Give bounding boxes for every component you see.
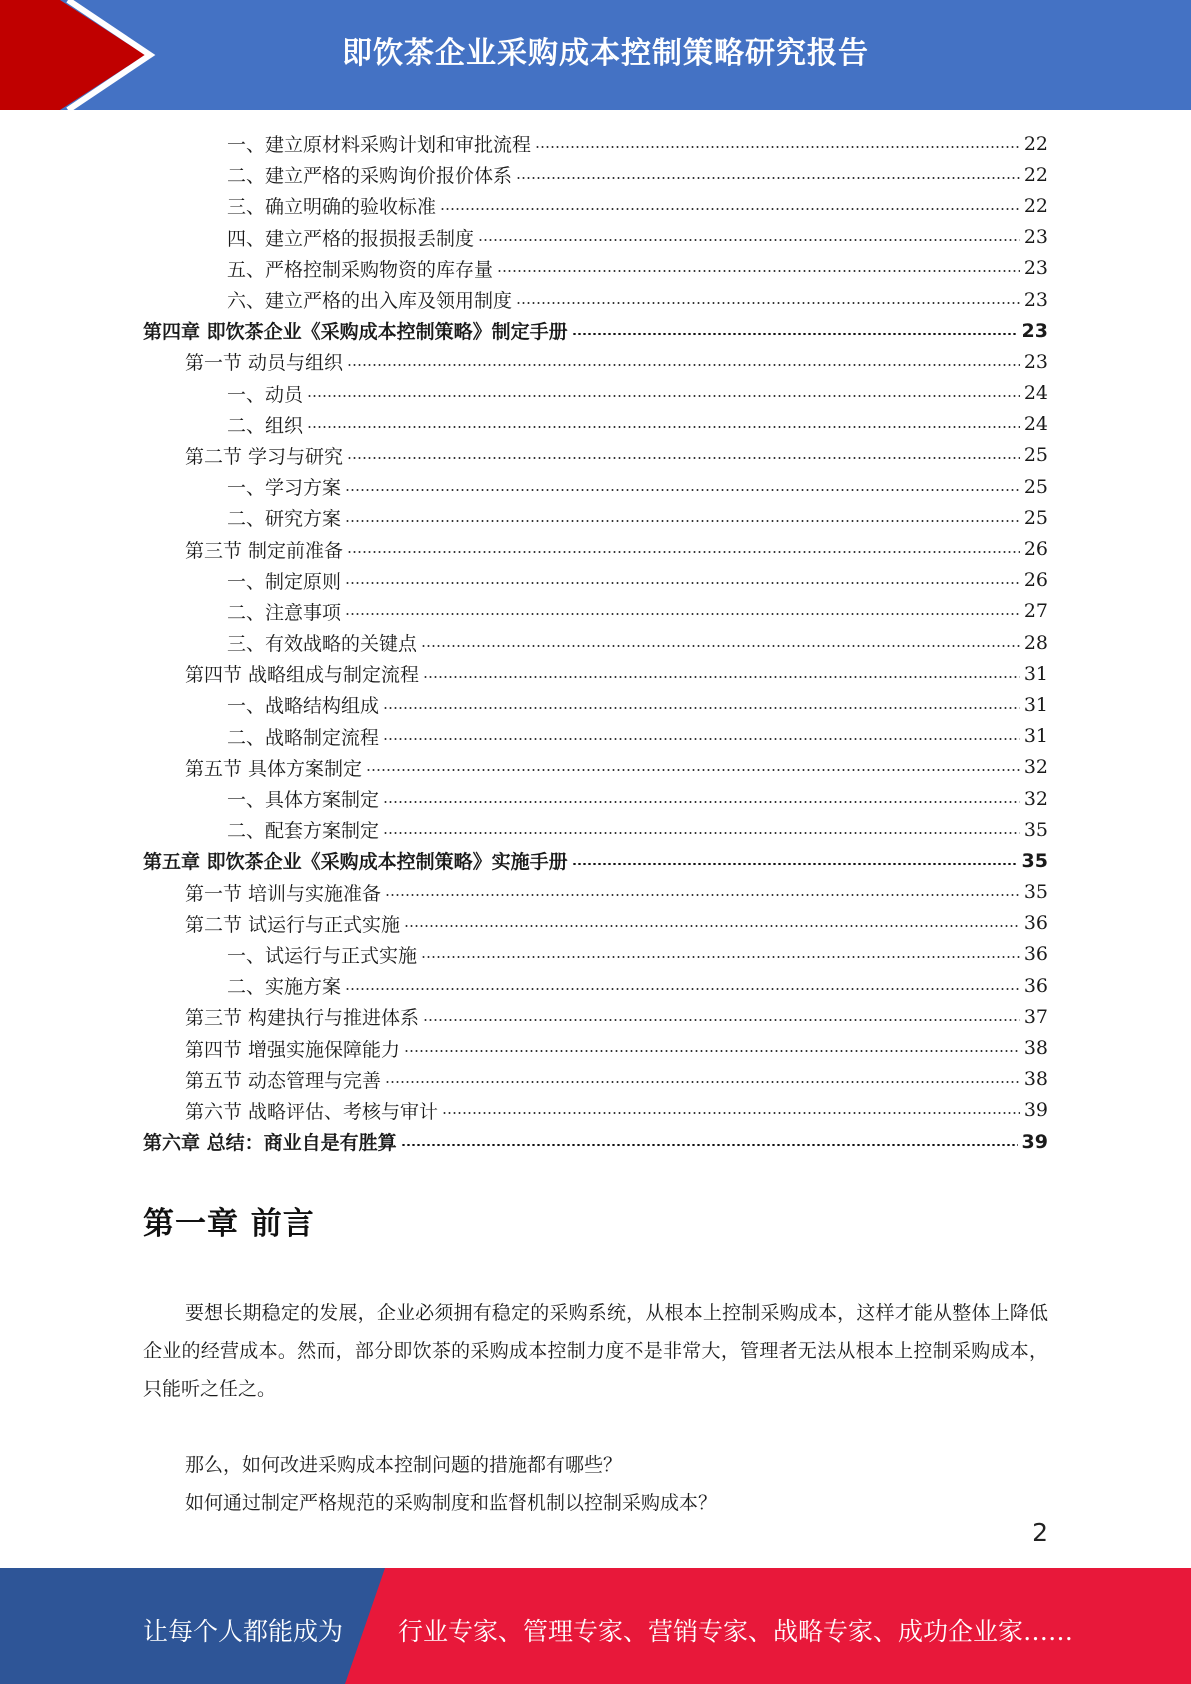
toc-dot-leader — [385, 894, 1020, 896]
chapter-heading: 第一章 前言 — [143, 1206, 315, 1242]
toc-dot-leader — [366, 769, 1020, 771]
toc-section-entry[interactable] — [143, 877, 1048, 908]
toc-dot-leader — [347, 364, 1020, 366]
question-line: 那么，如何改进采购成本控制问题的措施都有哪些？ — [185, 1454, 623, 1476]
toc-dot-leader — [383, 801, 1020, 803]
toc-subsection-entry[interactable] — [143, 284, 1048, 315]
toc-subsection-entry[interactable] — [143, 222, 1048, 253]
toc-chapter-entry[interactable] — [143, 315, 1048, 346]
toc-subsection-entry[interactable] — [143, 689, 1048, 720]
toc-dot-leader — [421, 956, 1020, 958]
toc-dot-leader — [345, 988, 1020, 990]
toc-subsection-entry[interactable] — [143, 471, 1048, 502]
footer-slogan: 让每个人都能成为 — [143, 1617, 344, 1646]
toc-page-number: 23 — [1023, 226, 1048, 249]
toc-entry-label: 三、有效战略的关键点 — [227, 629, 419, 656]
toc-dot-leader — [345, 613, 1020, 615]
page-number: 2 — [1032, 1518, 1048, 1547]
toc-entry-label: 一、试运行与正式实施 — [227, 941, 419, 968]
toc-subsection-entry[interactable] — [143, 814, 1048, 845]
toc-entry-label: 二、配套方案制定 — [227, 816, 381, 843]
toc-entry-label: 一、动员 — [227, 380, 305, 407]
toc-page-number: 25 — [1023, 444, 1048, 467]
toc-dot-leader — [423, 676, 1020, 678]
toc-section-entry[interactable] — [143, 440, 1048, 471]
toc-entry-label: 二、战略制定流程 — [227, 723, 381, 750]
toc-page-number: 27 — [1023, 600, 1048, 623]
toc-dot-leader — [572, 863, 1018, 865]
toc-page-number: 35 — [1023, 881, 1048, 904]
toc-section-entry[interactable] — [143, 908, 1048, 939]
document-title: 即饮茶企业采购成本控制策略研究报告 — [342, 36, 869, 71]
toc-entry-label: 第六章 总结：商业自是有胜算 — [143, 1128, 399, 1155]
toc-entry-label: 第三节 构建执行与推进体系 — [185, 1003, 421, 1030]
toc-dot-leader — [345, 582, 1020, 584]
toc-entry-label: 第四节 增强实施保障能力 — [185, 1035, 402, 1062]
toc-subsection-entry[interactable] — [143, 128, 1048, 159]
toc-dot-leader — [307, 395, 1020, 397]
toc-entry-label: 三、确立明确的验收标准 — [227, 192, 438, 219]
toc-section-entry[interactable] — [143, 1064, 1048, 1095]
toc-subsection-entry[interactable] — [143, 502, 1048, 533]
toc-section-entry[interactable] — [143, 533, 1048, 564]
toc-entry-label: 第四节 战略组成与制定流程 — [185, 660, 421, 687]
toc-subsection-entry[interactable] — [143, 783, 1048, 814]
toc-entry-label: 二、实施方案 — [227, 972, 343, 999]
toc-page-number: 28 — [1023, 631, 1048, 654]
toc-entry-label: 二、建立严格的采购询价报价体系 — [227, 161, 514, 188]
toc-dot-leader — [516, 177, 1020, 179]
table-of-contents — [143, 128, 1048, 1157]
toc-entry-label: 一、制定原则 — [227, 567, 343, 594]
toc-page-number: 23 — [1023, 257, 1048, 280]
toc-subsection-entry[interactable] — [143, 627, 1048, 658]
toc-subsection-entry[interactable] — [143, 409, 1048, 440]
toc-entry-label: 一、学习方案 — [227, 473, 343, 500]
toc-entry-label: 第三节 制定前准备 — [185, 536, 345, 563]
toc-entry-label: 第二节 试运行与正式实施 — [185, 910, 402, 937]
toc-page-number: 25 — [1023, 506, 1048, 529]
toc-section-entry[interactable] — [143, 658, 1048, 689]
toc-page-number: 32 — [1023, 787, 1048, 810]
toc-entry-label: 第五节 动态管理与完善 — [185, 1066, 383, 1093]
toc-subsection-entry[interactable] — [143, 565, 1048, 596]
toc-page-number: 23 — [1023, 288, 1048, 311]
toc-page-number: 31 — [1023, 725, 1048, 748]
body-paragraph: 要想长期稳定的发展，企业必须拥有稳定的采购系统，从根本上控制采购成本，这样才能从整体上降低企业的经营成本。然而，部分即饮茶的采购成本控制力度不是非常大，管理者无法从根本上控制采购成本，只能听之任之。 — [143, 1302, 1048, 1400]
toc-entry-label: 第一节 培训与实施准备 — [185, 879, 383, 906]
toc-page-number: 22 — [1023, 163, 1048, 186]
toc-dot-leader — [383, 738, 1020, 740]
toc-page-number: 31 — [1023, 693, 1048, 716]
toc-dot-leader — [516, 302, 1020, 304]
toc-dot-leader — [383, 707, 1020, 709]
toc-entry-label: 二、注意事项 — [227, 598, 343, 625]
toc-entry-label: 第五节 具体方案制定 — [185, 754, 364, 781]
question-line: 如何通过制定严格规范的采购制度和监督机制以控制采购成本？ — [185, 1492, 718, 1514]
toc-page-number: 39 — [1023, 1099, 1048, 1122]
toc-entry-label: 一、具体方案制定 — [227, 785, 381, 812]
toc-dot-leader — [347, 551, 1020, 553]
toc-page-number: 36 — [1023, 943, 1048, 966]
toc-page-number: 35 — [1021, 849, 1048, 872]
toc-page-number: 37 — [1023, 1005, 1048, 1028]
page-footer — [0, 1568, 1191, 1684]
page-header — [0, 0, 1191, 110]
toc-page-number: 26 — [1023, 538, 1048, 561]
toc-page-number: 23 — [1023, 350, 1048, 373]
toc-entry-label: 第六节 战略评估、考核与审计 — [185, 1097, 440, 1124]
toc-dot-leader — [497, 270, 1020, 272]
footer-roles: 行业专家、管理专家、营销专家、战略专家、成功企业家…… — [398, 1617, 1074, 1646]
toc-section-entry[interactable] — [143, 1032, 1048, 1063]
toc-dot-leader — [421, 645, 1020, 647]
toc-entry-label: 第二节 学习与研究 — [185, 442, 345, 469]
toc-page-number: 22 — [1023, 194, 1048, 217]
toc-dot-leader — [572, 333, 1018, 335]
toc-subsection-entry[interactable] — [143, 159, 1048, 190]
toc-entry-label: 四、建立严格的报损报丢制度 — [227, 224, 476, 251]
toc-dot-leader — [383, 832, 1020, 834]
toc-page-number: 38 — [1023, 1037, 1048, 1060]
toc-subsection-entry[interactable] — [143, 721, 1048, 752]
toc-subsection-entry[interactable] — [143, 970, 1048, 1001]
toc-subsection-entry[interactable] — [143, 378, 1048, 409]
toc-dot-leader — [345, 489, 1020, 491]
toc-dot-leader — [401, 1144, 1018, 1146]
toc-subsection-entry[interactable] — [143, 190, 1048, 221]
toc-chapter-entry[interactable] — [143, 1126, 1048, 1157]
toc-page-number: 36 — [1023, 974, 1048, 997]
toc-entry-label: 一、建立原材料采购计划和审批流程 — [227, 130, 533, 157]
toc-section-entry[interactable] — [143, 752, 1048, 783]
toc-entry-label: 第五章 即饮茶企业《采购成本控制策略》实施手册 — [143, 847, 570, 874]
toc-section-entry[interactable] — [143, 1001, 1048, 1032]
toc-page-number: 36 — [1023, 912, 1048, 935]
toc-dot-leader — [385, 1081, 1020, 1083]
toc-entry-label: 第四章 即饮茶企业《采购成本控制策略》制定手册 — [143, 317, 570, 344]
toc-entry-label: 一、战略结构组成 — [227, 691, 381, 718]
toc-page-number: 25 — [1023, 475, 1048, 498]
toc-section-entry[interactable] — [143, 346, 1048, 377]
toc-dot-leader — [535, 146, 1020, 148]
toc-dot-leader — [478, 239, 1020, 241]
toc-chapter-entry[interactable] — [143, 845, 1048, 876]
toc-entry-label: 二、研究方案 — [227, 504, 343, 531]
toc-page-number: 24 — [1023, 413, 1048, 436]
toc-dot-leader — [404, 925, 1020, 927]
toc-page-number: 39 — [1021, 1130, 1048, 1153]
toc-entry-label: 第一节 动员与组织 — [185, 348, 345, 375]
toc-page-number: 24 — [1023, 382, 1048, 405]
toc-page-number: 38 — [1023, 1068, 1048, 1091]
toc-subsection-entry[interactable] — [143, 596, 1048, 627]
toc-page-number: 32 — [1023, 756, 1048, 779]
toc-page-number: 23 — [1021, 319, 1048, 342]
toc-dot-leader — [307, 426, 1020, 428]
toc-entry-label: 六、建立严格的出入库及领用制度 — [227, 286, 514, 313]
toc-page-number: 26 — [1023, 569, 1048, 592]
toc-page-number: 22 — [1023, 132, 1048, 155]
toc-subsection-entry[interactable] — [143, 253, 1048, 284]
toc-page-number: 31 — [1023, 662, 1048, 685]
toc-section-entry[interactable] — [143, 1095, 1048, 1126]
toc-dot-leader — [347, 457, 1020, 459]
toc-entry-label: 二、组织 — [227, 411, 305, 438]
toc-dot-leader — [440, 208, 1020, 210]
toc-dot-leader — [423, 1019, 1020, 1021]
toc-subsection-entry[interactable] — [143, 939, 1048, 970]
toc-page-number: 35 — [1023, 818, 1048, 841]
toc-entry-label: 五、严格控制采购物资的库存量 — [227, 255, 495, 282]
toc-dot-leader — [404, 1050, 1020, 1052]
toc-dot-leader — [442, 1112, 1020, 1114]
toc-dot-leader — [345, 520, 1020, 522]
